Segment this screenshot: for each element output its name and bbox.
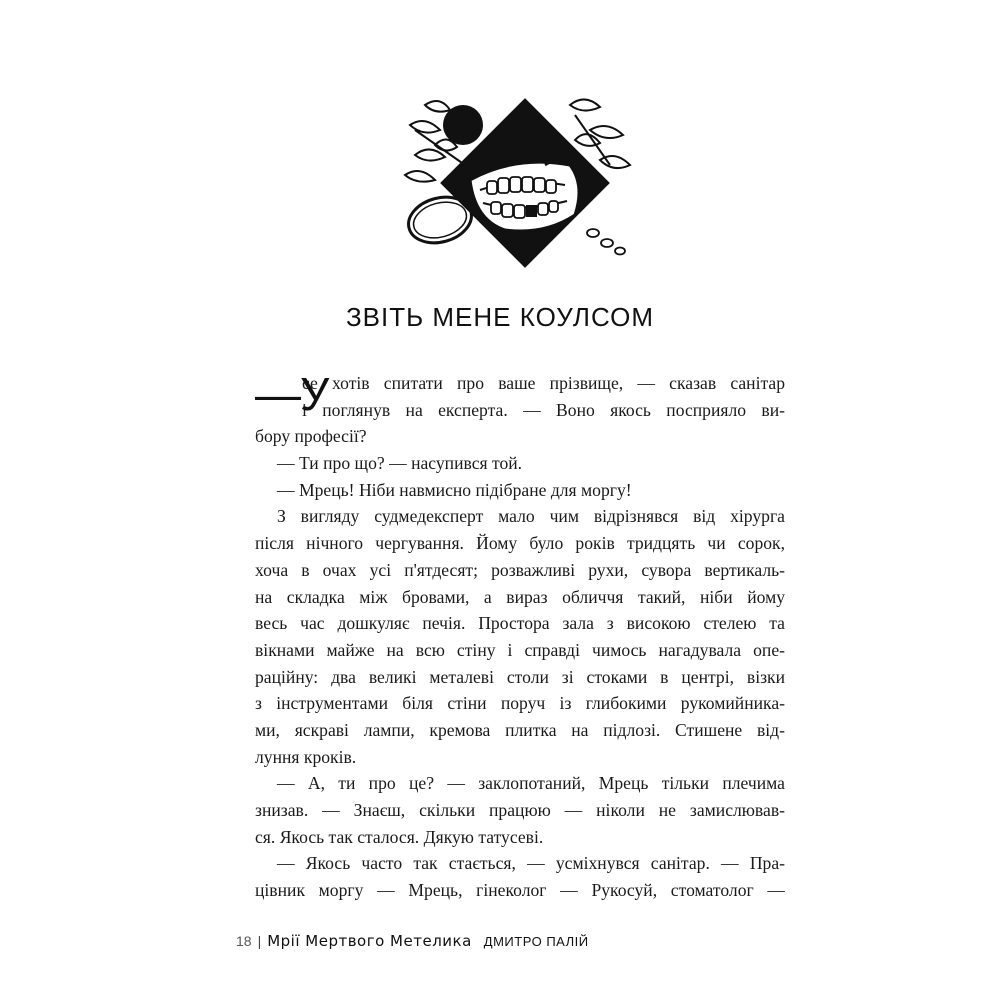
- text-line: бору професії?: [255, 426, 367, 447]
- chapter-title: ЗВІТЬ МЕНЕ КОУЛСОМ: [345, 302, 655, 332]
- text-line: після нічного чергування. Йому було років тридцять чи сорок,: [255, 533, 785, 554]
- text-line: весь час дошкуляє печія. Простора зала з високою стелею та: [255, 613, 785, 634]
- text-line: вікнами майже на всю стіну і справді чимось нагадувала опе-: [255, 639, 785, 660]
- text-line: знизав. — Знаєш, скільки працюю — ніколи не замислював-: [255, 800, 785, 820]
- text-line: — А, ти про це? — заклопотаний, Мрець тільки плечима: [277, 773, 785, 794]
- author-name: ДМИТРО ПАЛІЙ: [483, 934, 589, 949]
- drop-cap: —У: [255, 368, 329, 420]
- page-number: 18: [236, 933, 252, 949]
- chapter-illustration: [395, 85, 635, 275]
- text-line: і поглянув на експерта. — Воно якось посприяло ви-: [302, 399, 785, 420]
- text-line: з інструментами біля стіни поруч із глибокими рукомийника-: [255, 693, 785, 714]
- text-line: луння кроків.: [255, 746, 357, 767]
- text-line: — Мрець! Ніби навмисно підібране для моргу!: [277, 479, 632, 500]
- text-line: — Ти про що? — насупився той.: [277, 453, 523, 474]
- text-line: З вигляду судмедексперт мало чим відрізнявся від хірурга: [277, 506, 785, 527]
- book-title: Мрії Мертвого Метелика: [267, 932, 472, 950]
- text-line: хоча в очах усі п'ятдесят; розважливі рухи, сувора вертикаль-: [255, 559, 785, 580]
- text-line: раційну: два великі металеві столи зі стоками в центрі, візки: [255, 666, 785, 687]
- page-footer: [236, 932, 589, 950]
- text-line: на складка між бровами, а вираз обличчя такий, ніби йому: [255, 586, 785, 607]
- text-lines: [255, 370, 785, 904]
- falling-teeth-icon: [587, 229, 625, 255]
- text-line: се хотів спитати про ваше прізвище, — сказав санітар: [302, 373, 785, 393]
- text-line: — Якось часто так стається, — усміхнувся санітар. — Пра-: [277, 853, 785, 874]
- text-line: ми, яскраві лампи, кремова плитка на підлозі. Стишене від-: [255, 719, 785, 740]
- body-text: [255, 370, 785, 904]
- text-line: цівник моргу — Мрець, гінеколог — Рукосуй, стоматолог —: [255, 880, 785, 901]
- text-line: ся. Якось так сталося. Дякую татусеві.: [255, 826, 544, 847]
- footer-separator: |: [257, 933, 262, 949]
